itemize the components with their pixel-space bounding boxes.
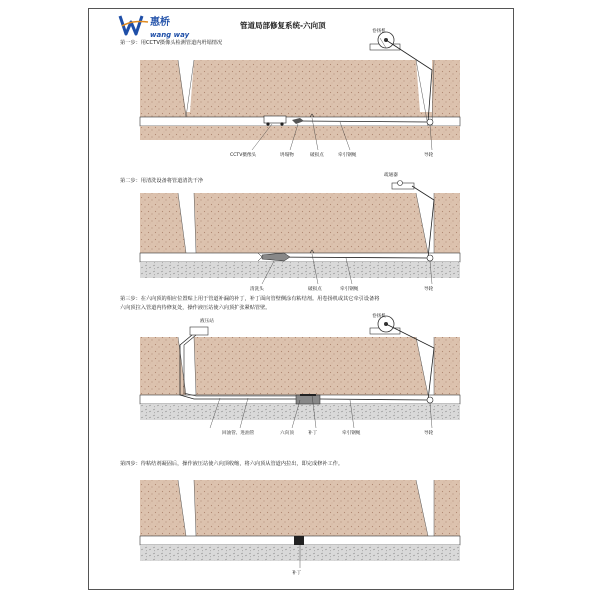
step1-label-collapse: 坍塌物	[280, 153, 294, 158]
step4-text: 第四步：待粘结剂凝固后，操作液压站使六向顶收缩，将六向顶从管道内拉出，即完成修补工作。	[120, 461, 344, 467]
step2-gravel-bed	[140, 262, 460, 278]
step1-text: 第一步：用CCTV摄像头检测管道内坍塌情况	[120, 40, 223, 46]
logo-chinese: 惠桥	[150, 17, 170, 28]
step2-label-pulley: 导轮	[424, 287, 434, 292]
step3-label-pulley: 导轮	[424, 431, 434, 436]
step2-label-cleaner: 疏通器	[384, 173, 398, 178]
step1-pulley-icon	[427, 119, 433, 125]
step3-label-rope: 牵引钢绳	[342, 431, 361, 436]
step3-label-winch: 卷扬机	[372, 314, 386, 319]
step3-six-way-jack-icon	[296, 394, 320, 404]
step1-label-winch: 卷扬机	[372, 29, 386, 34]
step3-label-patch: 补丁	[308, 431, 318, 436]
step2-label-cleaning-head: 清洗头	[250, 287, 264, 292]
logo-wordmark: wang way	[150, 31, 190, 39]
step1-label-damage: 破损点	[310, 153, 324, 158]
step3-label-hose: 回油管、进油管	[222, 431, 255, 436]
document-title: 管道局部修复系统-六向顶	[240, 21, 326, 30]
step2-pulley-icon	[427, 255, 433, 261]
step3-label-jack: 六向顶	[280, 431, 294, 436]
step3-pulley-icon	[427, 397, 433, 403]
step1-label-cctv: CCTV摄像头	[230, 153, 257, 158]
step4-patch	[294, 536, 304, 545]
step1-winch-icon	[370, 32, 400, 50]
step2-panel	[140, 181, 460, 285]
step1-panel	[140, 32, 460, 150]
step2-cleaner-icon	[392, 181, 414, 190]
step3-text-line2: 六向顶拉入管道内待修复处，操作液压站使六向顶扩张紧贴管壁。	[120, 305, 271, 311]
step2-label-damage: 破损点	[308, 287, 322, 292]
step1-label-pulley: 导轮	[424, 153, 434, 158]
step4-panel	[140, 480, 460, 568]
step2-text: 第二步：用清洗设备将管道清洗干净	[120, 178, 204, 184]
step3-label-pump: 液压站	[200, 319, 214, 324]
step3-text-line1: 第三步：在六向顶的相应位置贴上用于管道补漏的补丁，补丁面向管壁侧涂有粘结剂。用卷扬机或其它牵引设备将	[120, 296, 380, 302]
step2-label-rope: 牵引钢绳	[340, 287, 359, 292]
step3-panel	[140, 316, 460, 428]
step1-label-rope: 牵引钢绳	[338, 153, 357, 158]
step3-gravel-bed	[140, 404, 460, 420]
step4-label-patch: 补丁	[292, 571, 302, 576]
step3-hydraulic-pump-icon	[190, 327, 208, 335]
